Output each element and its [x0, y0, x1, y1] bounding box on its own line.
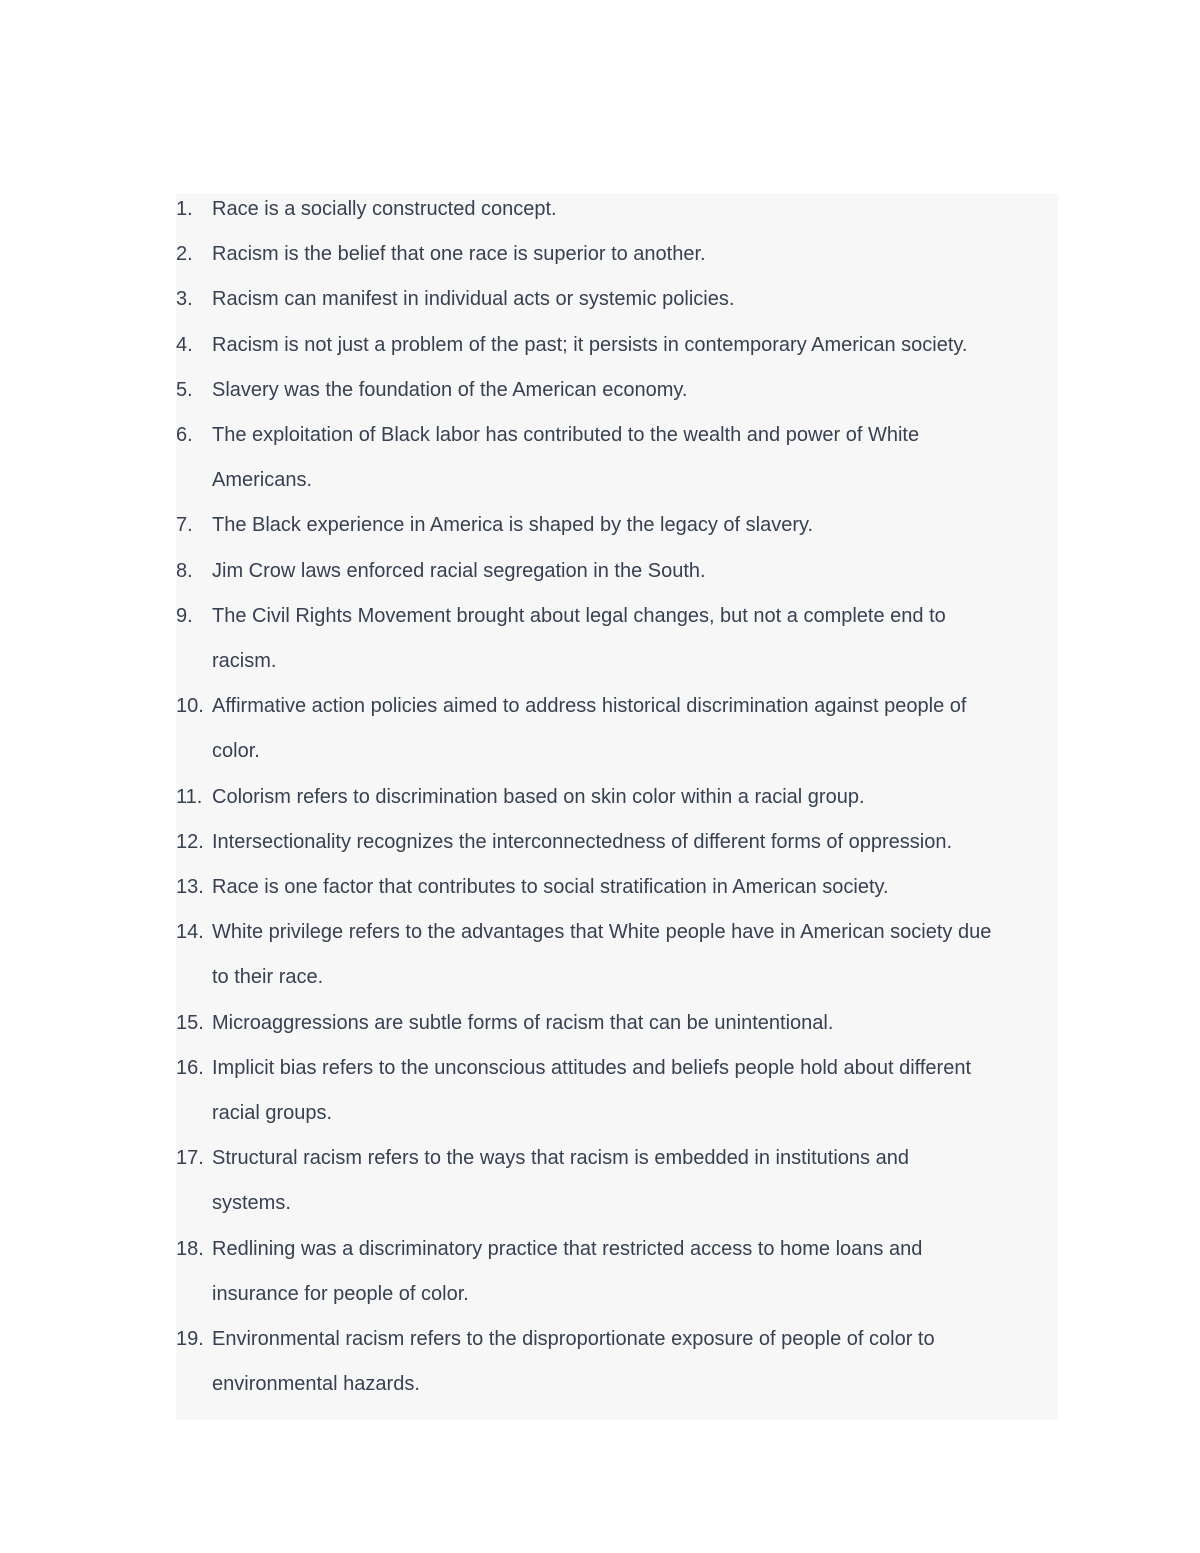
item-text-line: environmental hazards.: [212, 1373, 420, 1396]
item-text-line: The exploitation of Black labor has contributed to the wealth and power of White: [212, 424, 920, 446]
list-item: [176, 820, 1058, 865]
item-text-line: Affirmative action policies aimed to address historical discrimination against people of: [212, 695, 967, 718]
list-item: [176, 775, 1058, 820]
item-text-line: Implicit bias refers to the unconscious attitudes and beliefs people hold about different: [212, 1056, 971, 1079]
item-text: [212, 1227, 1052, 1317]
item-text: Intersectionality recognizes the interconnectedness of different forms of oppression.: [212, 830, 953, 853]
item-text-line: systems.: [212, 1192, 291, 1215]
item-number: 6.: [176, 424, 193, 446]
item-number: 18.: [176, 1237, 204, 1260]
list-item: [176, 187, 1058, 232]
list-item: [176, 1136, 1058, 1226]
item-text: [212, 594, 1052, 684]
item-text: [212, 910, 1052, 1000]
list-item: [176, 368, 1058, 413]
item-text: Racism is not just a problem of the past; it persists in contemporary American society.: [212, 333, 968, 356]
item-text-line: racial groups.: [212, 1102, 333, 1124]
list-item: [176, 910, 1058, 1000]
item-number: 3.: [176, 288, 193, 311]
item-text: [212, 1317, 1052, 1407]
list-item: [176, 277, 1058, 322]
item-text: [212, 413, 1052, 503]
list-item: [176, 232, 1058, 277]
list-item: [176, 594, 1058, 684]
item-text-line: to their race.: [212, 966, 324, 989]
item-number: 14.: [176, 921, 204, 944]
item-number: 1.: [176, 198, 193, 220]
list-item: [176, 865, 1058, 910]
item-text-line: Redlining was a discriminatory practice that restricted access to home loans and: [212, 1237, 923, 1260]
item-number: 8.: [176, 559, 193, 582]
item-number: 13.: [176, 876, 204, 898]
list-item: [176, 1046, 1058, 1136]
item-number: 7.: [176, 514, 193, 537]
item-text: Racism is the belief that one race is superior to another.: [212, 243, 706, 266]
item-text-line: Structural racism refers to the ways that racism is embedded in institutions and: [212, 1147, 909, 1170]
item-text: The Black experience in America is shaped by the legacy of slavery.: [212, 514, 814, 537]
item-text-line: The Civil Rights Movement brought about legal changes, but not a complete end to: [212, 604, 946, 627]
item-text: Race is one factor that contributes to social stratification in American society.: [212, 876, 889, 898]
item-number: 17.: [176, 1147, 204, 1170]
item-number: 10.: [176, 695, 204, 718]
item-number: 2.: [176, 243, 193, 266]
item-text: Microaggressions are subtle forms of racism that can be unintentional.: [212, 1011, 834, 1034]
list-item: [176, 1001, 1058, 1046]
item-number: 11.: [176, 785, 203, 808]
item-text: Race is a socially constructed concept.: [212, 198, 557, 220]
item-number: 15.: [176, 1011, 204, 1034]
list-item: [176, 503, 1058, 548]
item-number: 19.: [176, 1328, 204, 1350]
list-item: [176, 1317, 1058, 1407]
list-item: [176, 684, 1058, 774]
list-item: [176, 549, 1058, 594]
item-text: Racism can manifest in individual acts or systemic policies.: [212, 288, 735, 311]
item-text: [212, 1136, 1052, 1226]
item-number: 4.: [176, 333, 193, 356]
item-number: 16.: [176, 1056, 204, 1079]
item-number: 9.: [176, 604, 193, 627]
item-text: Slavery was the foundation of the American economy.: [212, 378, 688, 401]
item-number: 12.: [176, 830, 204, 853]
item-text: [212, 1046, 1052, 1136]
item-text: Jim Crow laws enforced racial segregation in the South.: [212, 559, 706, 582]
item-text-line: White privilege refers to the advantages that White people have in American society due: [212, 921, 992, 944]
content-block: [176, 194, 1058, 1420]
list-item: [176, 1227, 1058, 1317]
item-text-line: Americans.: [212, 469, 313, 492]
item-text-line: Environmental racism refers to the disproportionate exposure of people of color to: [212, 1328, 935, 1350]
item-text: [212, 684, 1052, 774]
item-number: 5.: [176, 378, 193, 401]
list-item: [176, 413, 1058, 503]
item-text-line: color.: [212, 740, 260, 763]
item-text-line: racism.: [212, 650, 277, 672]
item-text: Colorism refers to discrimination based on skin color within a racial group.: [212, 785, 865, 808]
item-text-line: insurance for people of color.: [212, 1282, 469, 1305]
list-item: [176, 323, 1058, 368]
